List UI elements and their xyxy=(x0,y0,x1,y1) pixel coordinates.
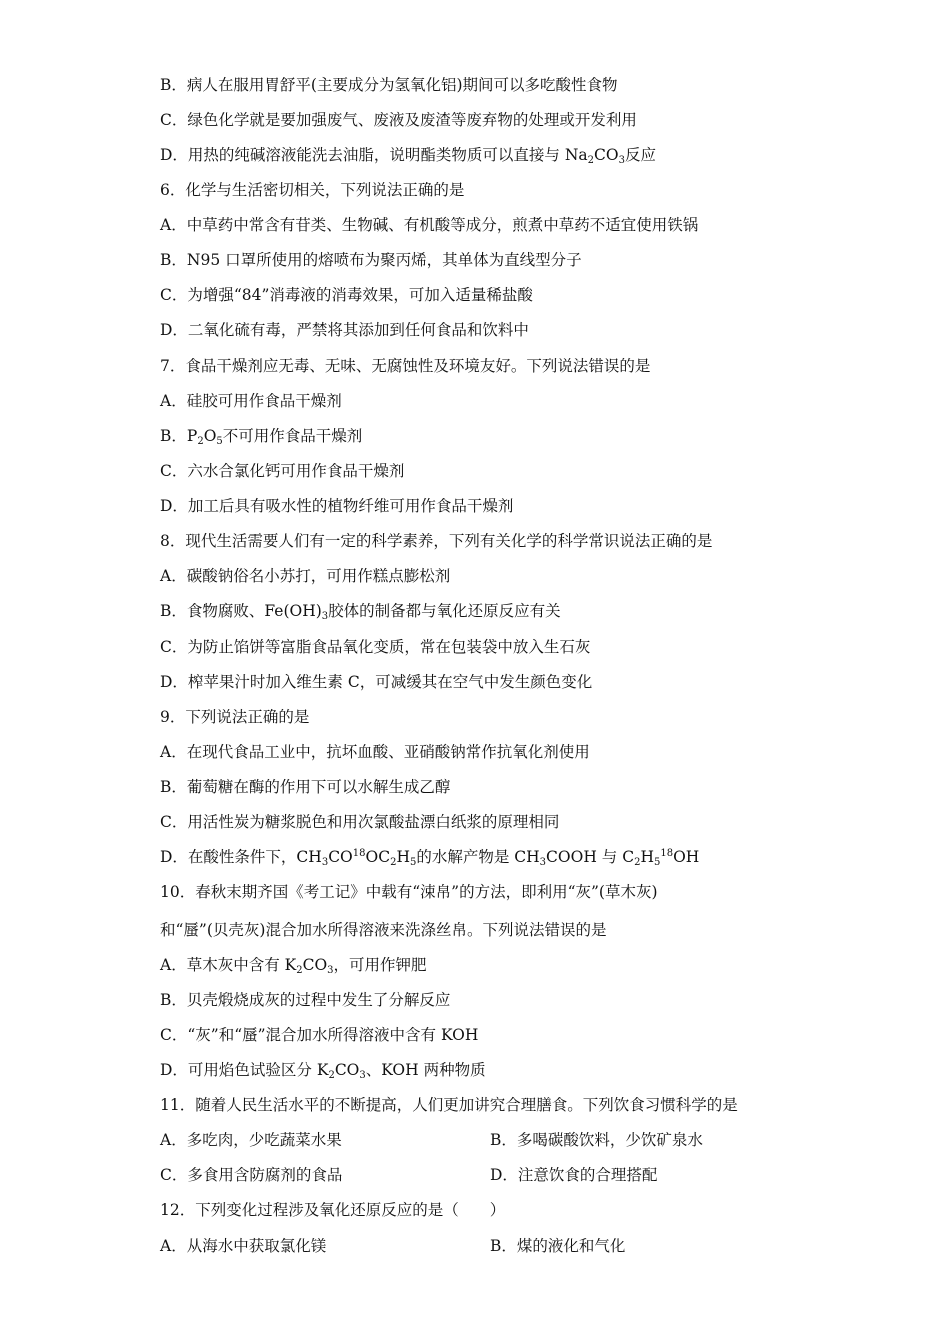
text-run: CO xyxy=(328,848,353,866)
subscript: 3 xyxy=(321,611,329,622)
text-run: B．贝壳煅烧成灰的过程中发生了分解反应 xyxy=(160,991,451,1009)
text-run: 7．食品干燥剂应无毒、无味、无腐蚀性及环境友好。下列说法错误的是 xyxy=(160,357,651,375)
text-run: D．注意饮食的合理搭配 xyxy=(490,1166,658,1184)
text-run: D．可用焰色试验区分 K xyxy=(160,1061,329,1079)
text-run: C．“灰”和“蜃”混合加水所得溶液中含有 KOH xyxy=(160,1026,479,1044)
question-12 xyxy=(160,1200,505,1220)
superscript: 18 xyxy=(352,848,366,859)
text-run: B．N95 口罩所使用的熔喷布为聚丙烯，其单体为直线型分子 xyxy=(160,251,582,269)
text-run: 的水解产物是 CH xyxy=(416,848,540,866)
option-11a xyxy=(160,1130,342,1150)
text-run: A．在现代食品工业中，抗坏血酸、亚硝酸钠常作抗氧化剂使用 xyxy=(160,743,590,761)
subscript: 3 xyxy=(618,155,625,166)
text-run: H xyxy=(396,848,410,866)
question-8 xyxy=(160,531,712,551)
text-run: C．多食用含防腐剂的食品 xyxy=(160,1166,343,1184)
option-11d xyxy=(490,1165,657,1185)
subscript: 2 xyxy=(328,1070,335,1081)
text-run: D．用热的纯碱溶液能洗去油脂，说明酯类物质可以直接与 Na xyxy=(160,146,588,164)
option-5b xyxy=(160,75,618,95)
subscript: 5 xyxy=(653,857,661,868)
text-run: C．为增强“84”消毒液的消毒效果，可加入适量稀盐酸 xyxy=(160,286,533,304)
option-10d xyxy=(160,1060,486,1080)
text-run: B．多喝碳酸饮料，少饮矿泉水 xyxy=(490,1131,703,1149)
option-7c xyxy=(160,461,404,481)
text-run: 10．春秋末期齐国《考工记》中载有“涑帛”的方法，即利用“灰”(草木灰) xyxy=(160,883,658,901)
option-10b xyxy=(160,990,450,1010)
option-12a xyxy=(160,1236,326,1256)
text-run: B．食物腐败、Fe(OH) xyxy=(160,602,322,620)
text-run: A．碳酸钠俗名小苏打，可用作糕点膨松剂 xyxy=(160,567,451,585)
option-12b xyxy=(490,1236,625,1256)
text-run: D．在酸性条件下，CH xyxy=(160,848,322,866)
text-run: C．用活性炭为糖浆脱色和用次氯酸盐漂白纸浆的原理相同 xyxy=(160,813,560,831)
text-run: D．榨苹果汁时加入维生素 C，可减缓其在空气中发生颜色变化 xyxy=(160,673,593,691)
text-run: 9．下列说法正确的是 xyxy=(160,708,310,726)
option-6c xyxy=(160,285,533,305)
subscript: 3 xyxy=(539,857,547,868)
option-6d xyxy=(160,320,529,340)
text-run: OC xyxy=(365,848,391,866)
text-run: 11．随着人民生活水平的不断提高，人们更加讲究合理膳食。下列饮食习惯科学的是 xyxy=(160,1096,738,1114)
text-run: B．葡萄糖在酶的作用下可以水解生成乙醇 xyxy=(160,778,451,796)
text-run: 8．现代生活需要人们有一定的科学素养，下列有关化学的科学常识说法正确的是 xyxy=(160,532,713,550)
text-run: ，可用作钾肥 xyxy=(333,956,427,974)
text-run: A．草木灰中含有 K xyxy=(160,956,297,974)
text-run: 和“蜃”(贝壳灰)混合加水所得溶液来洗涤丝帛。下列说法错误的是 xyxy=(160,921,607,939)
text-run: C．为防止馅饼等富脂食品氧化变质，常在包装袋中放入生石灰 xyxy=(160,638,591,656)
text-run: A．从海水中获取氯化镁 xyxy=(160,1237,327,1255)
option-11b xyxy=(490,1130,703,1150)
subscript: 3 xyxy=(359,1070,366,1081)
text-run: H xyxy=(640,848,654,866)
text-run: C．六水合氯化钙可用作食品干燥剂 xyxy=(160,462,405,480)
question-9 xyxy=(160,707,309,727)
text-run: 反应 xyxy=(625,146,657,164)
question-6 xyxy=(160,180,464,200)
option-6a xyxy=(160,215,698,235)
option-9c xyxy=(160,812,559,832)
subscript: 2 xyxy=(390,857,397,868)
option-7b xyxy=(160,426,362,446)
option-7d xyxy=(160,496,513,516)
subscript: 3 xyxy=(327,965,334,976)
text-run: O xyxy=(203,427,217,445)
option-8c xyxy=(160,637,590,657)
text-run: 6．化学与生活密切相关，下列说法正确的是 xyxy=(160,181,465,199)
subscript: 5 xyxy=(216,436,223,447)
text-run: COOH 与 C xyxy=(546,848,635,866)
option-11c xyxy=(160,1165,342,1185)
text-run: A．多吃肉，少吃蔬菜水果 xyxy=(160,1131,342,1149)
question-10-line2 xyxy=(160,920,606,940)
option-8a xyxy=(160,566,450,586)
text-run: A．硅胶可用作食品干燥剂 xyxy=(160,392,342,410)
text-run: 不可用作食品干燥剂 xyxy=(222,427,363,445)
subscript: 2 xyxy=(587,155,595,166)
text-run: B．P xyxy=(160,427,198,445)
text-run: A．中草药中常含有苷类、生物碱、有机酸等成分，煎煮中草药不适宜使用铁锅 xyxy=(160,216,699,234)
option-6b xyxy=(160,250,582,270)
option-9b xyxy=(160,777,450,797)
subscript: 2 xyxy=(634,857,641,868)
subscript: 2 xyxy=(296,965,303,976)
question-7 xyxy=(160,356,650,376)
text-run: D．二氧化硫有毒，严禁将其添加到任何食品和饮料中 xyxy=(160,321,529,339)
text-run: CO xyxy=(594,146,619,164)
question-11 xyxy=(160,1095,738,1115)
option-10a xyxy=(160,955,427,975)
text-run: CO xyxy=(334,1061,360,1079)
text-run: 12．下列变化过程涉及氧化还原反应的是（ ） xyxy=(160,1201,506,1219)
subscript: 2 xyxy=(197,436,204,447)
text-run: C．绿色化学就是要加强废气、废液及废渣等废弃物的处理或开发利用 xyxy=(160,111,637,129)
option-5d xyxy=(160,145,656,165)
option-8d xyxy=(160,672,592,692)
text-run: B．病人在服用胃舒平(主要成分为氢氧化铝)期间可以多吃酸性食物 xyxy=(160,76,618,94)
text-run: 胶体的制备都与氧化还原反应有关 xyxy=(328,602,561,620)
question-10-line1 xyxy=(160,882,658,902)
text-run: CO xyxy=(302,956,328,974)
option-8b xyxy=(160,601,561,621)
option-7a xyxy=(160,391,342,411)
subscript: 3 xyxy=(321,857,329,868)
text-run: B．煤的液化和气化 xyxy=(490,1237,626,1255)
option-9a xyxy=(160,742,590,762)
subscript: 5 xyxy=(409,857,417,868)
text-run: 、KOH 两种物质 xyxy=(365,1061,486,1079)
text-run: OH xyxy=(673,848,700,866)
option-9d xyxy=(160,847,699,867)
option-5c xyxy=(160,110,637,130)
option-10c xyxy=(160,1025,478,1045)
text-run: D．加工后具有吸水性的植物纤维可用作食品干燥剂 xyxy=(160,497,514,515)
superscript: 18 xyxy=(660,848,674,859)
